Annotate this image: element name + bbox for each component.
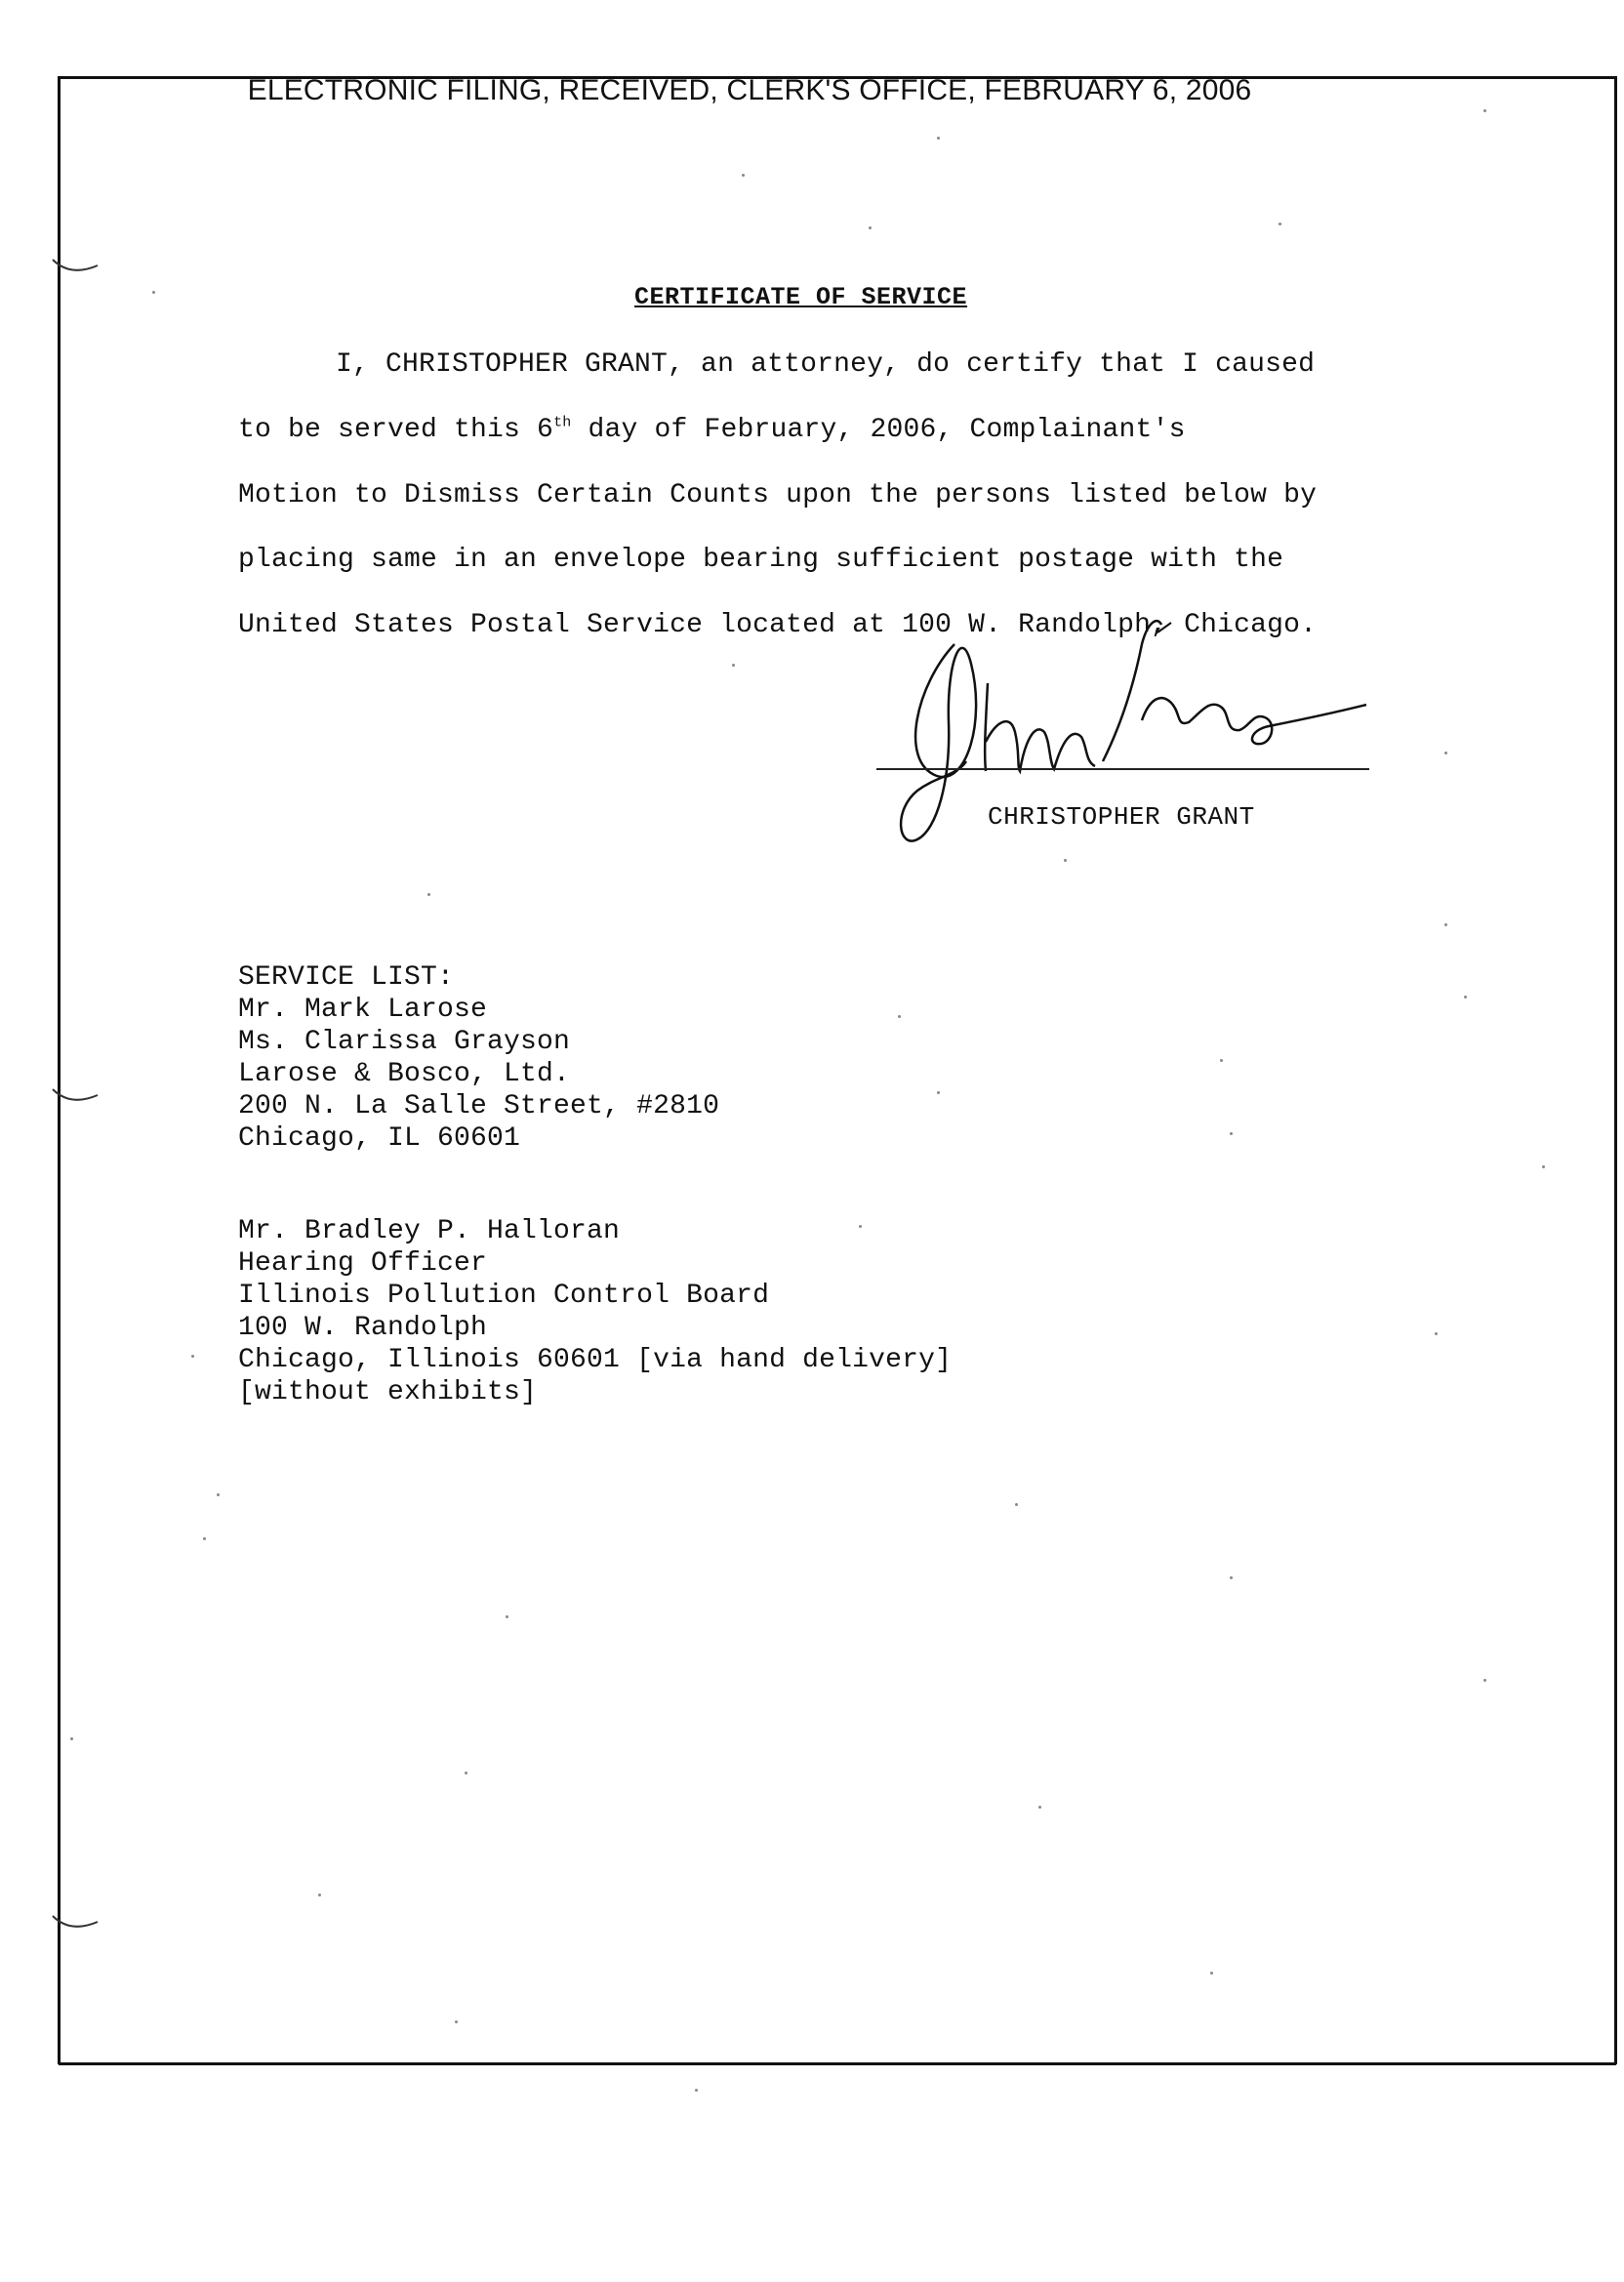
- recipient-1-line: Larose & Bosco, Ltd.: [238, 1059, 571, 1089]
- scan-speck: [506, 1615, 508, 1618]
- signature-line: [876, 768, 1369, 770]
- scan-speck: [732, 664, 735, 667]
- scan-speck: [318, 1894, 321, 1896]
- scan-speck: [1444, 752, 1447, 754]
- frame-right-border: [1614, 76, 1617, 2064]
- scan-speck: [1483, 109, 1486, 112]
- recipient-2-line: Chicago, Illinois 60601 [via hand delivery]: [238, 1345, 953, 1375]
- service-list-recipient-2: [238, 1215, 952, 1408]
- punch-hole-mark: [51, 1081, 109, 1111]
- ordinal-suffix: th: [553, 414, 572, 431]
- scan-speck: [1210, 1972, 1213, 1975]
- signatory-name: CHRISTOPHER GRANT: [988, 802, 1255, 832]
- certificate-line-2-end: day of February, 2006, Complainant's: [571, 415, 1186, 445]
- scan-speck: [455, 2020, 458, 2023]
- scan-speck: [427, 893, 430, 896]
- scan-speck: [937, 137, 940, 140]
- frame-bottom-border: [59, 2062, 1616, 2065]
- recipient-2-line: Mr. Bradley P. Halloran: [238, 1216, 621, 1246]
- scan-speck: [1015, 1503, 1018, 1506]
- certificate-line-1: I, CHRISTOPHER GRANT, an attorney, do certify that I caused: [336, 349, 1316, 380]
- recipient-2-line: Hearing Officer: [238, 1248, 488, 1279]
- scan-speck: [203, 1537, 206, 1540]
- punch-hole-mark: [51, 1908, 109, 1937]
- recipient-2-line: Illinois Pollution Control Board: [238, 1281, 770, 1311]
- scan-speck: [70, 1737, 73, 1740]
- scan-speck: [1064, 859, 1067, 862]
- scan-speck: [859, 1225, 862, 1228]
- scan-speck: [217, 1493, 220, 1496]
- scan-speck: [742, 174, 745, 177]
- recipient-1-line: 200 N. La Salle Street, #2810: [238, 1091, 720, 1121]
- certificate-line-2: [238, 415, 1448, 445]
- filing-stamp: ELECTRONIC FILING, RECEIVED, CLERK'S OFFICE, FEBRUARY 6, 2006: [247, 74, 1252, 106]
- scan-speck: [1220, 1059, 1223, 1062]
- scan-speck: [1279, 223, 1281, 225]
- service-list: [238, 961, 719, 1155]
- recipient-1-line: Mr. Mark Larose: [238, 995, 488, 1025]
- scan-speck: [1542, 1165, 1545, 1168]
- scan-speck: [1230, 1132, 1233, 1135]
- recipient-2-line: 100 W. Randolph: [238, 1313, 488, 1343]
- scan-speck: [1435, 1332, 1438, 1335]
- punch-hole-mark: [51, 252, 109, 281]
- certificate-line-3: Motion to Dismiss Certain Counts upon the persons listed below by: [238, 480, 1318, 510]
- scan-speck: [1444, 923, 1447, 926]
- scan-speck: [898, 1015, 901, 1018]
- scan-speck: [869, 226, 872, 229]
- scan-speck: [1483, 1679, 1486, 1682]
- certificate-line-4: placing same in an envelope bearing sufficient postage with the: [238, 545, 1284, 575]
- scan-speck: [191, 1355, 194, 1358]
- scan-speck: [1464, 996, 1467, 998]
- certificate-title: CERTIFICATE OF SERVICE: [634, 283, 968, 311]
- scan-speck: [1230, 1576, 1233, 1579]
- scan-speck: [465, 1772, 467, 1774]
- certificate-line-2-start: to be served this 6: [238, 415, 554, 445]
- scan-speck: [1038, 1806, 1041, 1809]
- recipient-2-line: [without exhibits]: [238, 1377, 538, 1407]
- recipient-1-line: Ms. Clarissa Grayson: [238, 1027, 571, 1057]
- certificate-line-5: United States Postal Service located at 100 W. Randolph, Chicago.: [238, 610, 1318, 640]
- scan-speck: [937, 1091, 940, 1094]
- frame-left-border: [58, 76, 61, 2064]
- service-list-heading: SERVICE LIST:: [238, 962, 455, 993]
- scan-speck: [152, 291, 155, 294]
- scan-speck: [695, 2089, 698, 2092]
- recipient-1-line: Chicago, IL 60601: [238, 1123, 521, 1154]
